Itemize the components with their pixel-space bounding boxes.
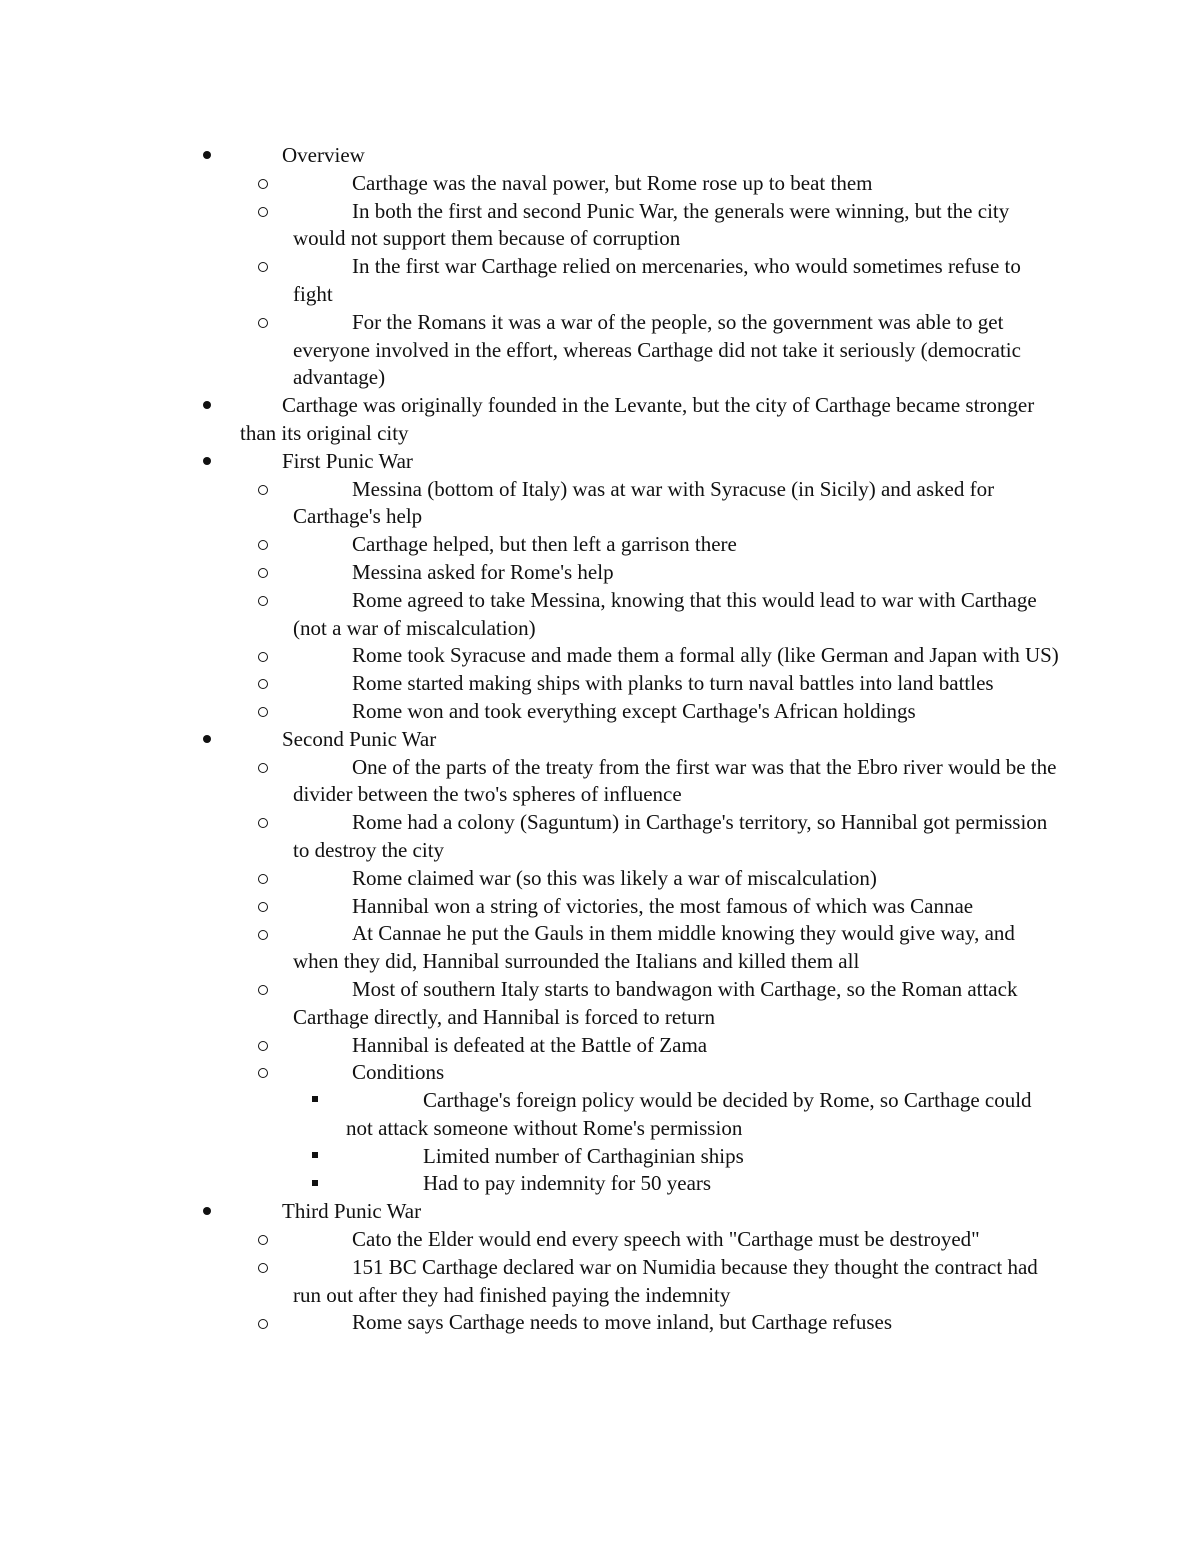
hollow-circle-bullet-icon [258, 1032, 268, 1060]
outline-subitem [0, 559, 1200, 587]
outline-item-text: Hannibal is defeated at the Battle of Zama [352, 1032, 708, 1057]
outline-heading-item [0, 1198, 1200, 1226]
outline-item-text: In the first war Carthage relied on mercenaries, who would sometimes refuse to fight [293, 254, 1021, 306]
filled-bullet-icon [203, 142, 211, 170]
filled-bullet-icon [203, 1198, 211, 1226]
outline-subitem [0, 698, 1200, 726]
hollow-circle-bullet-icon [258, 920, 268, 948]
outline-item-text: One of the parts of the treaty from the first war was that the Ebro river would be the divider between the two's spheres of influence [293, 754, 1057, 807]
outline-subitem [0, 309, 1200, 392]
hollow-circle-bullet-icon [258, 559, 268, 587]
outline-item-text: In both the first and second Punic War, the generals were winning, but the city would not support them because of corruption [293, 198, 1010, 251]
outline-item-text: Overview [282, 143, 365, 167]
outline-subitem [0, 587, 1200, 643]
outline-item-text: For the Romans it was a war of the people, so the government was able to get everyone involved in the effort, whereas Carthage did not take it seriously (democratic advantage) [293, 309, 1021, 390]
outline-subsubitem [0, 1170, 1200, 1198]
filled-bullet-icon [203, 392, 211, 420]
outline-item-text: Messina asked for Rome's help [352, 559, 614, 584]
outline-item-text: Rome claimed war (so this was likely a war of miscalculation) [352, 865, 877, 890]
outline-subitem [0, 1309, 1200, 1337]
hollow-circle-bullet-icon [258, 976, 268, 1004]
outline-subitem [0, 170, 1200, 198]
outline-subitem [0, 809, 1200, 865]
outline-item-text: Rome says Carthage needs to move inland, but Carthage refuses [352, 1310, 893, 1335]
outline-item-text: Cato the Elder would end every speech with "Carthage must be destroyed" [352, 1227, 980, 1252]
outline-subitem [0, 1254, 1200, 1310]
hollow-circle-bullet-icon [258, 1226, 268, 1254]
filled-bullet-icon [203, 448, 211, 476]
outline-item-text: Hannibal won a string of victories, the most famous of which was Cannae [352, 893, 974, 918]
hollow-circle-bullet-icon [258, 893, 268, 921]
hollow-circle-bullet-icon [258, 642, 268, 670]
outline-subitem [0, 754, 1200, 810]
hollow-circle-bullet-icon [258, 476, 268, 504]
outline-subsubitem [0, 1143, 1200, 1171]
hollow-circle-bullet-icon [258, 809, 268, 837]
outline-item-text: Rome had a colony (Saguntum) in Carthage's territory, so Hannibal got permission to destroy the city [293, 810, 1048, 862]
outline-item-text: Limited number of Carthaginian ships [423, 1143, 744, 1168]
hollow-circle-bullet-icon [258, 1254, 268, 1282]
square-bullet-icon [312, 1087, 318, 1115]
outline-item-text: Rome agreed to take Messina, knowing that this would lead to war with Carthage (not a war of miscalculation) [293, 587, 1037, 640]
outline-item-text: Most of southern Italy starts to bandwagon with Carthage, so the Roman attack Carthage directly, and Hannibal is forced to return [293, 976, 1018, 1029]
square-bullet-icon [312, 1143, 318, 1171]
hollow-circle-bullet-icon [258, 309, 268, 337]
hollow-circle-bullet-icon [258, 587, 268, 615]
outline-subitem [0, 1059, 1200, 1087]
outline-subitem [0, 642, 1200, 670]
hollow-circle-bullet-icon [258, 1309, 268, 1337]
outline-heading-item [0, 142, 1200, 170]
outline-heading-item [0, 726, 1200, 754]
square-bullet-icon [312, 1170, 318, 1198]
outline-item-text: Carthage was the naval power, but Rome rose up to beat them [352, 170, 873, 195]
outline-subitem [0, 1226, 1200, 1254]
outline-subitem [0, 893, 1200, 921]
hollow-circle-bullet-icon [258, 1059, 268, 1087]
outline-item-text: Rome took Syracuse and made them a formal ally (like German and Japan with US) [352, 643, 1059, 668]
outline-item-text: Messina (bottom of Italy) was at war with Syracuse (in Sicily) and asked for Carthage's help [293, 476, 995, 529]
outline-subitem [0, 920, 1200, 976]
outline-subitem [0, 198, 1200, 254]
hollow-circle-bullet-icon [258, 865, 268, 893]
outline-item-text: 151 BC Carthage declared war on Numidia because they thought the contract had run out after they had finished paying the indemnity [293, 1254, 1038, 1307]
outline-heading-item [0, 392, 1200, 448]
hollow-circle-bullet-icon [258, 253, 268, 281]
outline-subitem [0, 476, 1200, 532]
hollow-circle-bullet-icon [258, 198, 268, 226]
outline-subitem [0, 253, 1200, 309]
hollow-circle-bullet-icon [258, 670, 268, 698]
outline-item-text: Carthage helped, but then left a garrison there [352, 532, 737, 557]
outline-item-text: Rome started making ships with planks to turn naval battles into land battles [352, 671, 994, 696]
document-body [0, 142, 1200, 1337]
hollow-circle-bullet-icon [258, 698, 268, 726]
outline-item-text: First Punic War [282, 448, 413, 473]
outline-item-text: Second Punic War [282, 726, 437, 751]
outline-subitem [0, 865, 1200, 893]
outline-item-text: Conditions [352, 1060, 445, 1085]
outline-item-text: At Cannae he put the Gauls in them middle knowing they would give way, and when they did, Hannibal surrounded the Italians and killed them all [293, 921, 1015, 974]
outline-subitem [0, 531, 1200, 559]
outline-subitem [0, 976, 1200, 1032]
outline-heading-item [0, 448, 1200, 476]
hollow-circle-bullet-icon [258, 170, 268, 198]
outline-item-text: Third Punic War [282, 1199, 422, 1224]
outline-item-text: Carthage was originally founded in the Levante, but the city of Carthage became stronger than its original city [240, 393, 1035, 445]
outline-item-text: Carthage's foreign policy would be decided by Rome, so Carthage could not attack someone without Rome's permission [346, 1088, 1032, 1140]
hollow-circle-bullet-icon [258, 754, 268, 782]
filled-bullet-icon [203, 726, 211, 754]
hollow-circle-bullet-icon [258, 531, 268, 559]
outline-item-text: Rome won and took everything except Carthage's African holdings [352, 698, 916, 723]
outline-item-text: Had to pay indemnity for 50 years [423, 1171, 712, 1196]
outline-subitem [0, 670, 1200, 698]
outline-subsubitem [0, 1087, 1200, 1143]
outline-subitem [0, 1032, 1200, 1060]
